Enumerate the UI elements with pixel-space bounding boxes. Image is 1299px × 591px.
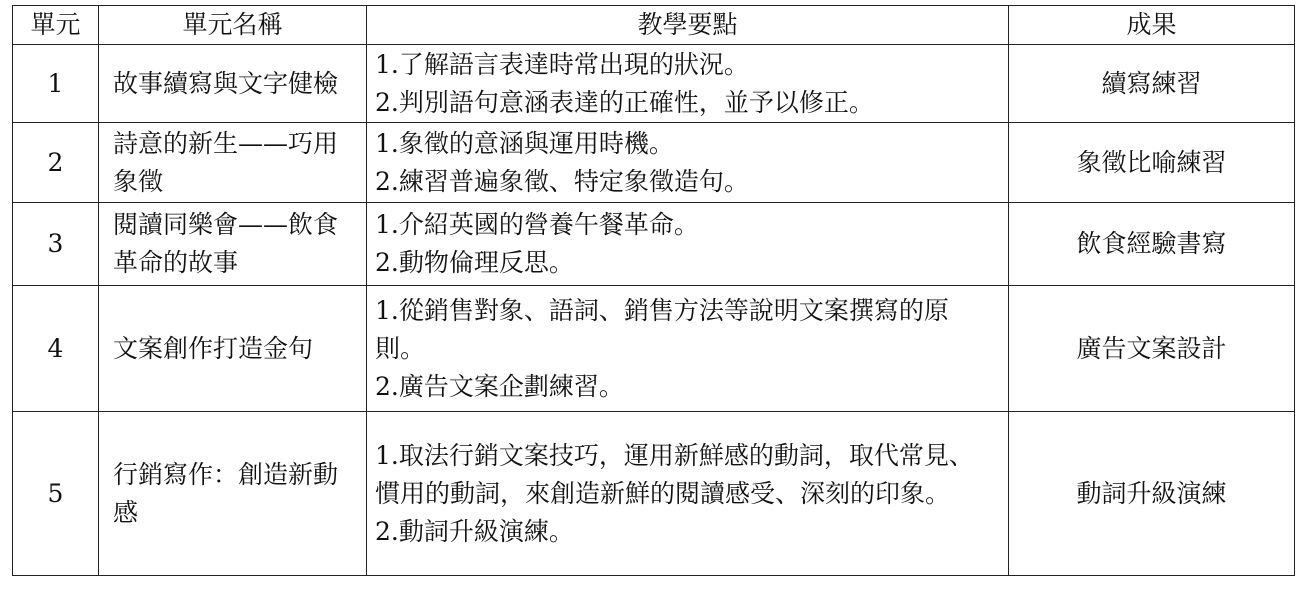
key-point: 2.練習普遍象徵、特定象徵造句。 bbox=[375, 166, 749, 196]
unit-number: 5 bbox=[13, 412, 99, 576]
table-row bbox=[13, 286, 1295, 412]
key-point: 1.象徵的意涵與運用時機。 bbox=[375, 128, 674, 158]
key-points bbox=[367, 123, 1009, 203]
key-point: 2.判別語句意涵表達的正確性，並予以修正。 bbox=[375, 87, 874, 117]
table-header-row bbox=[13, 6, 1295, 45]
unit-outcome: 續寫練習 bbox=[1009, 45, 1295, 123]
key-point: 1.了解語言表達時常出現的狀況。 bbox=[375, 49, 749, 79]
key-points bbox=[367, 286, 1009, 412]
header-unit: 單元 bbox=[13, 6, 99, 45]
unit-name: 行銷寫作：創造新動感 bbox=[99, 412, 367, 576]
header-key-points: 教學要點 bbox=[367, 6, 1009, 45]
unit-number: 1 bbox=[13, 45, 99, 123]
unit-number: 3 bbox=[13, 203, 99, 286]
curriculum-table bbox=[12, 5, 1295, 576]
key-point: 1.從銷售對象、語詞、銷售方法等說明文案撰寫的原則。 bbox=[375, 295, 949, 363]
header-outcome: 成果 bbox=[1009, 6, 1295, 45]
unit-name: 閱讀同樂會——飲食革命的故事 bbox=[99, 203, 367, 286]
unit-outcome: 象徵比喻練習 bbox=[1009, 123, 1295, 203]
key-points bbox=[367, 45, 1009, 123]
unit-name: 文案創作打造金句 bbox=[99, 286, 367, 412]
unit-outcome: 廣告文案設計 bbox=[1009, 286, 1295, 412]
unit-number: 4 bbox=[13, 286, 99, 412]
key-point: 1.取法行銷文案技巧，運用新鮮感的動詞，取代常見、慣用的動詞，來創造新鮮的閱讀感受、深刻的印象。 bbox=[375, 440, 974, 508]
key-point: 2.動物倫理反思。 bbox=[375, 248, 574, 277]
key-point: 2.廣告文案企劃練習。 bbox=[375, 371, 624, 401]
key-point: 2.動詞升級演練。 bbox=[375, 516, 574, 546]
unit-outcome: 動詞升級演練 bbox=[1009, 412, 1295, 576]
header-unit-name: 單元名稱 bbox=[99, 6, 367, 45]
unit-outcome: 飲食經驗書寫 bbox=[1009, 203, 1295, 286]
key-points bbox=[367, 203, 1009, 286]
unit-number: 2 bbox=[13, 123, 99, 203]
key-point: 1.介紹英國的營養午餐革命。 bbox=[375, 210, 699, 239]
document-body bbox=[12, 5, 1295, 576]
key-points bbox=[367, 412, 1009, 576]
table-row bbox=[13, 412, 1295, 576]
unit-name: 詩意的新生——巧用象徵 bbox=[99, 123, 367, 203]
table-row bbox=[13, 45, 1295, 123]
unit-name: 故事續寫與文字健檢 bbox=[99, 45, 367, 123]
table-row bbox=[13, 203, 1295, 286]
table-row bbox=[13, 123, 1295, 203]
